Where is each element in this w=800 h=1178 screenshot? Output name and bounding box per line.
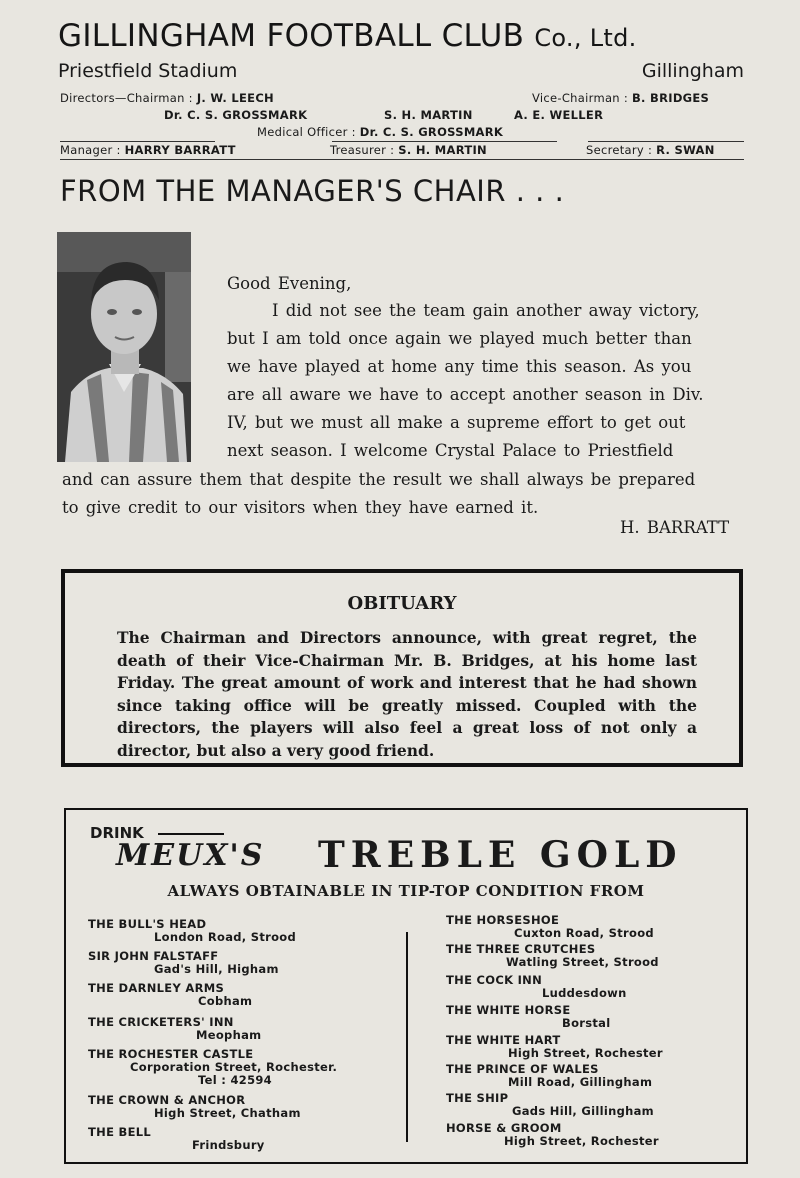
manager-photo xyxy=(57,232,191,462)
divider xyxy=(588,141,744,142)
letter-line: but I am told once again we played much better than xyxy=(227,329,692,348)
pub-listing: THE HORSESHOE Cuxton Road, Strood xyxy=(446,913,654,940)
letter-signature: H. BARRATT xyxy=(620,518,730,537)
letter-line: and can assure them that despite the result we shall always be prepared xyxy=(62,470,696,489)
advert-drink-label: DRINK xyxy=(90,824,144,842)
treasurer-name: S. H. MARTIN xyxy=(398,143,487,157)
pub-listing: THE COCK INN Luddesdown xyxy=(446,973,627,1000)
pub-listing: HORSE & GROOM High Street, Rochester xyxy=(446,1121,659,1148)
medical-officer-line: Medical Officer : Dr. C. S. GROSSMARK xyxy=(257,125,504,139)
club-suffix: Co., Ltd. xyxy=(534,24,637,52)
obituary-title: OBITUARY xyxy=(347,593,457,614)
obituary-box xyxy=(61,569,743,767)
vice-chairman-name: B. BRIDGES xyxy=(631,91,710,105)
club-name: GILLINGHAM FOOTBALL CLUB xyxy=(58,18,525,54)
pub-listing: THE DARNLEY ARMS Cobham xyxy=(88,981,253,1008)
chairman-name: J. W. LEECH xyxy=(196,91,274,105)
letter-line: are all aware we have to accept another season in Div. xyxy=(227,385,704,404)
obituary-text: The Chairman and Directors announce, with great regret, the death of their Vice-Chairman Mr. B. Bridges, at his home last Friday. The great amount of work and interest that he had shown since taking office will be greatly missed. Coupled with the directors, the players will also feel a great loss of not only a director, but also a very good friend. xyxy=(117,628,697,760)
director-2: S. H. MARTIN xyxy=(384,108,473,122)
letter-line: next season. I welcome Crystal Palace to Priestfield xyxy=(227,441,674,460)
treasurer-line: Treasurer : S. H. MARTIN xyxy=(330,143,487,157)
letter-greeting: Good Evening, xyxy=(227,274,352,293)
town-name: Gillingham xyxy=(641,60,744,82)
vice-chairman-line: Vice-Chairman : B. BRIDGES xyxy=(532,91,710,105)
letter-line: IV, but we must all make a supreme effort to get out xyxy=(227,413,686,432)
advert-drink-rule xyxy=(158,833,224,835)
divider xyxy=(332,141,557,142)
club-title xyxy=(58,18,637,54)
pub-listing: THE ROCHESTER CASTLE Corporation Street, Rochester. Tel : 42594 xyxy=(88,1047,338,1087)
chairman-line: Directors—Chairman : J. W. LEECH xyxy=(60,91,274,105)
advert-column-divider xyxy=(406,932,408,1142)
letter-line: I did not see the team gain another away victory, xyxy=(272,301,700,320)
secretary-name: R. SWAN xyxy=(656,143,715,157)
manager-portrait-image xyxy=(57,232,191,462)
advert-brand-meux: MEUX'S xyxy=(116,838,265,873)
pub-listing: SIR JOHN FALSTAFF Gad's Hill, Higham xyxy=(88,949,279,976)
section-heading: FROM THE MANAGER'S CHAIR . . . xyxy=(60,174,565,208)
pub-listing: THE WHITE HORSE Borstal xyxy=(446,1003,611,1030)
pub-listing: THE SHIP Gads Hill, Gillingham xyxy=(446,1091,654,1118)
pub-listing: THE CRICKETERS' INN Meopham xyxy=(88,1015,262,1042)
director-1: Dr. C. S. GROSSMARK xyxy=(164,108,308,122)
advert-brand-treble-gold: TREBLE GOLD xyxy=(318,834,683,876)
director-3: A. E. WELLER xyxy=(514,108,604,122)
stadium-name: Priestfield Stadium xyxy=(58,60,238,82)
pub-listing: THE WHITE HART High Street, Rochester xyxy=(446,1033,663,1060)
letter-line: to give credit to our visitors when they have earned it. xyxy=(62,498,539,517)
pub-listing: THE THREE CRUTCHES Watling Street, Strood xyxy=(446,942,659,969)
advert-tagline: ALWAYS OBTAINABLE IN TIP-TOP CONDITION FROM xyxy=(167,882,645,900)
manager-line: Manager : HARRY BARRATT xyxy=(60,143,236,157)
pub-listing: THE BULL'S HEAD London Road, Strood xyxy=(88,917,297,944)
pub-listing: THE PRINCE OF WALES Mill Road, Gillingham xyxy=(446,1062,653,1089)
pub-listing: THE BELL Frindsbury xyxy=(88,1125,265,1152)
advert-box xyxy=(64,808,748,1164)
letter-line: we have played at home any time this season. As you xyxy=(227,357,692,376)
medical-officer-name: Dr. C. S. GROSSMARK xyxy=(359,125,504,139)
pub-listing: THE CROWN & ANCHOR High Street, Chatham xyxy=(88,1093,301,1120)
manager-name: HARRY BARRATT xyxy=(124,143,236,157)
divider xyxy=(60,141,215,142)
secretary-line: Secretary : R. SWAN xyxy=(586,143,715,157)
header-rule xyxy=(60,159,744,160)
